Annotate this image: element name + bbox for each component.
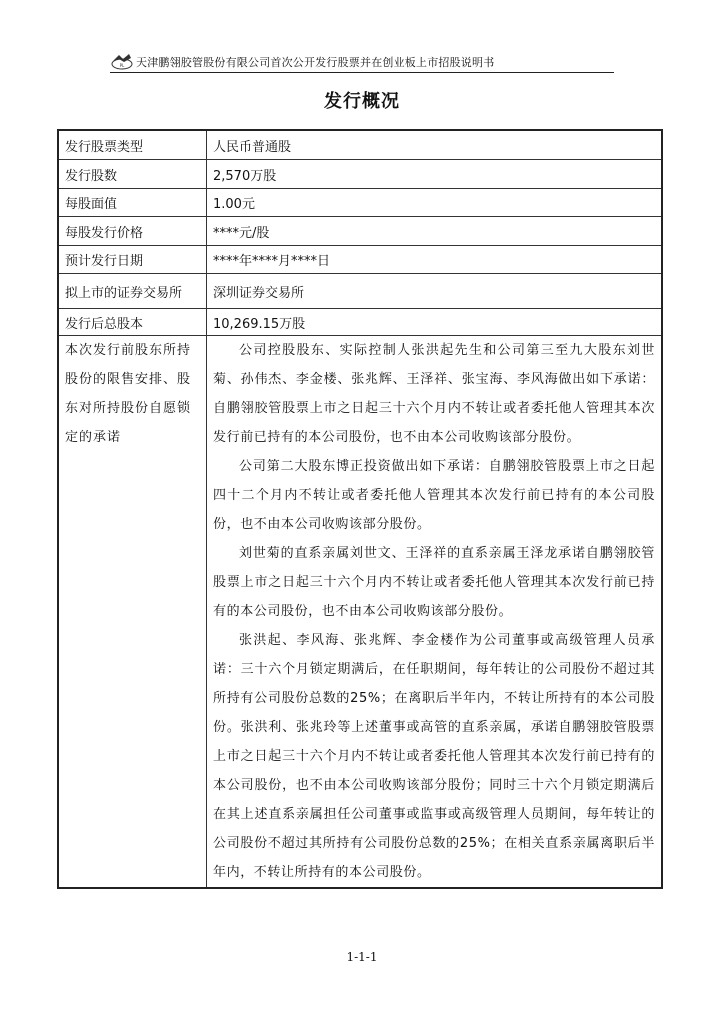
commitment-label: 本次发行前股东所持股份的限售安排、股东对所持股份自愿锁定的承诺 <box>58 336 207 889</box>
page-title: 发行概况 <box>324 91 400 112</box>
row-label: 每股面值 <box>58 189 207 217</box>
table-row <box>58 189 662 217</box>
table-row <box>58 130 662 160</box>
commitment-paragraph: 公司控股股东、实际控制人张洪起先生和公司第三至九大股东刘世菊、孙伟杰、李金楼、张兆辉、王泽祥、张宝海、李风海做出如下承诺：自鹏翎胶管股票上市之日起三十六个月内不转让或者委托他人管理其本次发行前已持有的本公司股份，也不由本公司收购该部分股份。 <box>213 343 655 445</box>
company-logo-icon <box>110 52 134 70</box>
table-row <box>58 274 662 309</box>
row-label: 每股发行价格 <box>58 217 207 246</box>
row-label: 发行股数 <box>58 160 207 189</box>
commitment-paragraph: 公司第二大股东博正投资做出如下承诺：自鹏翎胶管股票上市之日起四十二个月内不转让或者委托他人管理其本次发行前已持有的本公司股份，也不由本公司收购该部分股份。 <box>213 459 655 532</box>
table-row-commitment <box>58 336 662 889</box>
table-row <box>58 309 662 336</box>
commitment-paragraph: 刘世菊的直系亲属刘世文、王泽祥的直系亲属王泽龙承诺自鹏翎胶管股票上市之日起三十六个月内不转让或者委托他人管理其本次发行前已持有的本公司股份，也不由本公司收购该部分股份。 <box>213 546 655 619</box>
row-value: 2,570万股 <box>207 160 663 189</box>
row-value: 1.00元 <box>207 189 663 217</box>
page-number: 1-1-1 <box>346 950 378 964</box>
row-value: ****元/股 <box>207 217 663 246</box>
commitment-paragraph: 张洪起、李风海、张兆辉、李金楼作为公司董事或高级管理人员承诺：三十六个月锁定期满后，在任职期间，每年转让的公司股份不超过其所持有公司股份总数的25%；在离职后半年内，不转让所持有的本公司股份。张洪利、张兆玲等上述董事或高管的直系亲属，承诺自鹏翎胶管股票上市之日起三十六个月内不转让或者委托他人管理其本次发行前已持有的本公司股份，也不由本公司收购该部分股份；同时三十六个月锁定期满后在其上述直系亲属担任公司董事或监事或高级管理人员期间，每年转让的公司股份不超过其所持有公司股份总数的25%；在相关直系亲属离职后半年内，不转让所持有的本公司股份。 <box>213 633 655 880</box>
table-row <box>58 217 662 246</box>
document-title: 天津鹏翎胶管股份有限公司首次公开发行股票并在创业板上市招股说明书 <box>136 56 495 69</box>
row-value: 10,269.15万股 <box>207 309 663 336</box>
table-row <box>58 160 662 189</box>
row-value: 人民币普通股 <box>207 130 663 160</box>
commitment-body <box>207 336 663 889</box>
row-label: 预计发行日期 <box>58 246 207 274</box>
row-label: 发行后总股本 <box>58 309 207 336</box>
row-value: ****年****月****日 <box>207 246 663 274</box>
svg-text:PL: PL <box>119 63 125 68</box>
offering-summary-table <box>57 129 663 889</box>
row-label: 拟上市的证券交易所 <box>58 274 207 309</box>
row-label: 发行股票类型 <box>58 130 207 160</box>
table-row <box>58 246 662 274</box>
row-value: 深圳证券交易所 <box>207 274 663 309</box>
page-header <box>110 50 614 73</box>
